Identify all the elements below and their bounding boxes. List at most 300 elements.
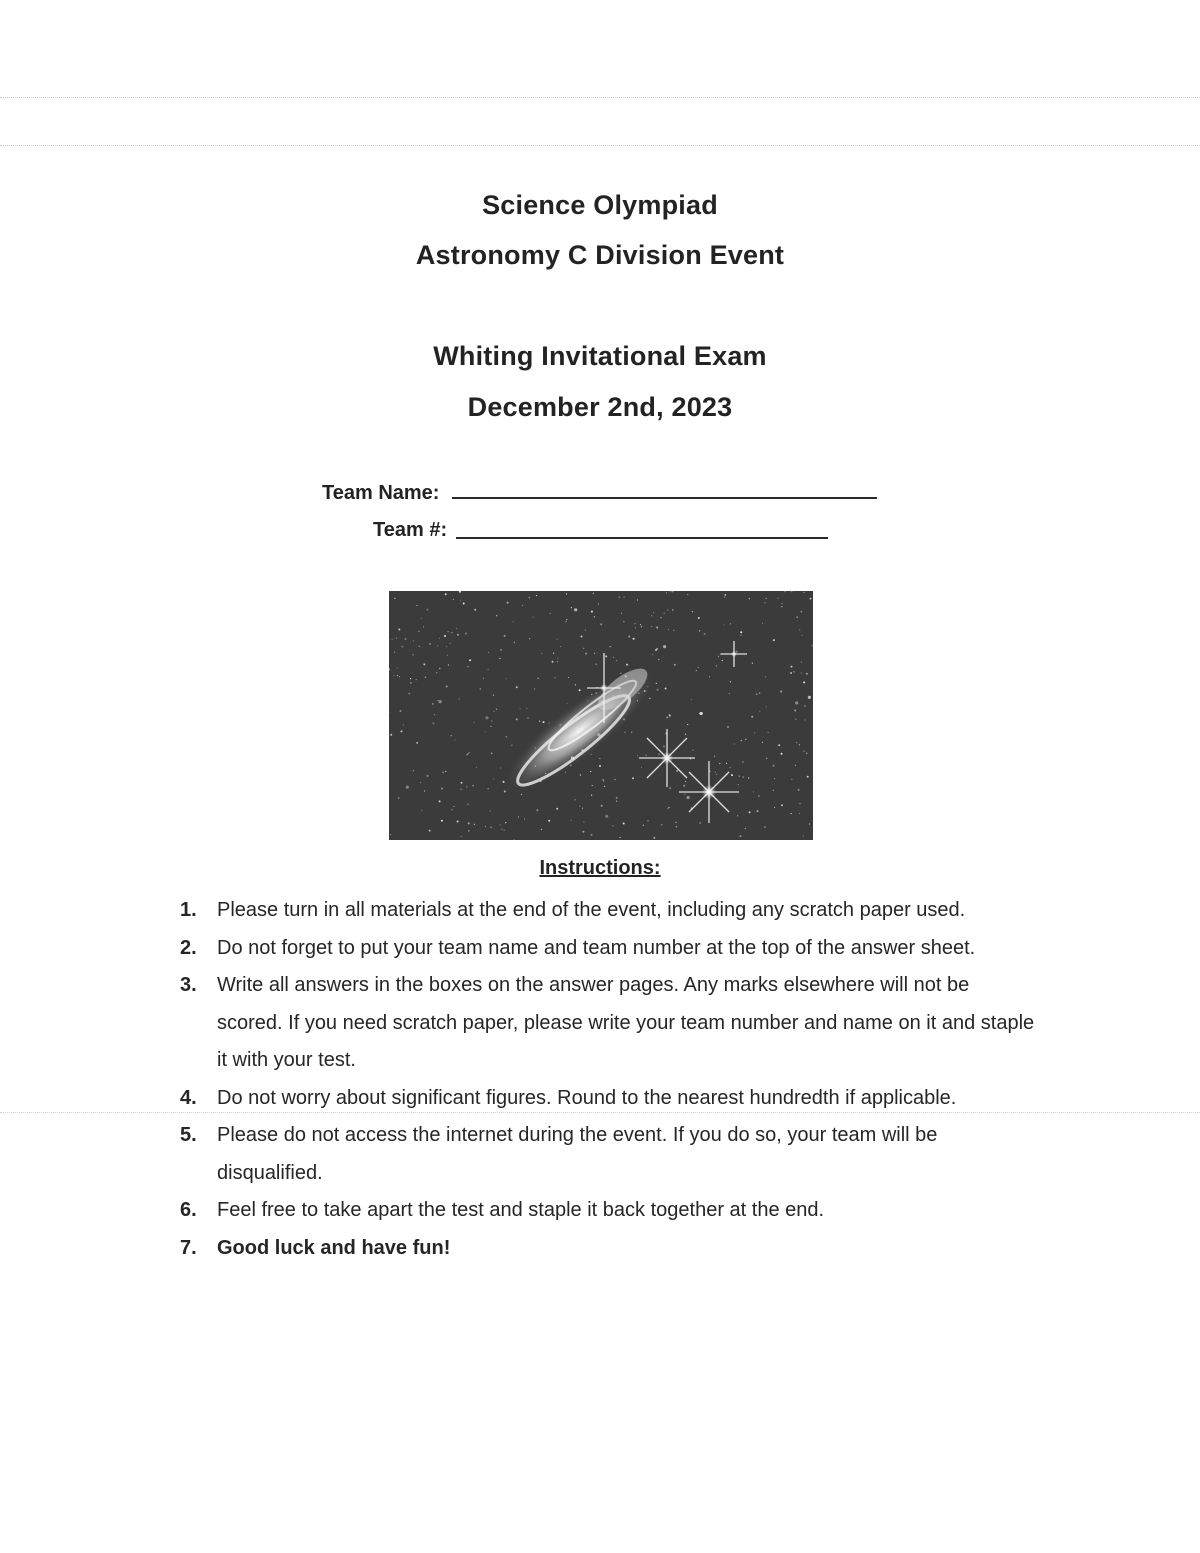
star-dot <box>616 801 617 802</box>
star-dot <box>500 767 501 768</box>
star-dot <box>516 718 518 720</box>
star-dot <box>657 689 659 691</box>
star-dot <box>666 716 668 718</box>
star-dot <box>506 736 507 737</box>
star-dot <box>619 597 620 598</box>
star-dot <box>803 681 805 683</box>
star-dot <box>727 726 729 728</box>
star-dot <box>457 634 459 636</box>
star-dot <box>496 709 497 710</box>
star-dot <box>494 711 495 712</box>
star-dot <box>809 823 810 824</box>
star-dot <box>461 782 463 784</box>
star-dot <box>716 665 717 666</box>
star-dot <box>724 594 726 596</box>
star-dot <box>534 688 535 689</box>
team-number-label: Team #: <box>373 519 448 541</box>
star-dot <box>521 794 522 795</box>
star-dot <box>536 595 537 596</box>
star-dot <box>548 820 550 822</box>
star-dot <box>466 786 467 787</box>
star-dot <box>754 732 755 733</box>
star-dot <box>451 632 452 633</box>
star-dot <box>743 776 744 777</box>
star-dot <box>410 682 411 683</box>
star-dot <box>667 610 668 611</box>
star-dot <box>396 638 397 639</box>
star-dot <box>685 734 686 735</box>
star-dot <box>605 815 608 818</box>
star-dot <box>507 602 509 604</box>
star-dot <box>691 699 692 700</box>
star-dot <box>582 808 583 809</box>
star-dot <box>780 691 782 693</box>
star-dot <box>751 716 753 718</box>
star-dot <box>730 767 731 768</box>
star-dot <box>795 719 796 720</box>
star-dot <box>628 636 630 638</box>
star-dot <box>468 753 469 754</box>
star-dot <box>669 787 671 789</box>
star-dot <box>656 648 658 650</box>
star-dot <box>541 653 542 654</box>
star-dot <box>802 635 803 636</box>
star-dot <box>749 598 750 599</box>
star-dot <box>696 670 697 671</box>
star-dot <box>726 763 727 764</box>
star-dot <box>571 607 572 608</box>
star-dot <box>401 646 403 648</box>
star-dot <box>666 592 667 593</box>
star-dot <box>448 664 449 665</box>
star-dot <box>759 692 760 693</box>
instruction-number: 3. <box>180 974 197 996</box>
star-dot <box>599 758 600 759</box>
star-dot <box>398 629 400 631</box>
star-dot <box>469 659 471 661</box>
star-dot <box>740 635 741 636</box>
star-dot <box>436 672 437 673</box>
star-dot <box>765 676 766 677</box>
star-dot <box>781 753 783 755</box>
team-name-line[interactable] <box>452 497 877 499</box>
star-dot <box>423 626 424 627</box>
star-dot <box>807 776 809 778</box>
star-dot <box>623 621 624 622</box>
star-dot <box>579 689 581 691</box>
star-dot <box>687 594 688 595</box>
star-dot <box>745 828 746 829</box>
star-dot <box>758 795 759 796</box>
star-dot <box>764 602 765 603</box>
star-dot <box>504 830 505 831</box>
star-dot <box>463 603 465 605</box>
star-dot <box>784 591 785 592</box>
instruction-text: Please do not access the internet during the event. If you do so, your team will be disqualified. <box>217 1124 938 1184</box>
star-dot <box>637 599 638 600</box>
star-dot <box>496 615 497 616</box>
star-dot <box>667 808 668 809</box>
star-dot <box>656 683 657 684</box>
star-dot <box>676 770 678 772</box>
scan-artifact-top <box>0 97 1200 99</box>
star-dot <box>773 790 774 791</box>
star-dot <box>591 834 593 836</box>
star-dot <box>741 740 742 741</box>
star-dot <box>624 596 625 597</box>
star-dot <box>520 708 521 709</box>
star-dot <box>420 782 421 783</box>
star-dot <box>394 598 395 599</box>
star-dot <box>753 791 754 792</box>
star-dot <box>692 611 693 612</box>
star-dot <box>796 742 797 743</box>
star-dot <box>806 673 808 675</box>
star-dot <box>661 824 662 825</box>
star-dot <box>439 668 440 669</box>
star-dot <box>774 778 775 779</box>
star-dot <box>485 731 486 732</box>
star-dot <box>632 777 634 779</box>
star-dot <box>773 639 775 641</box>
star-dot <box>467 666 468 667</box>
star-dot <box>709 676 710 677</box>
star-dot <box>801 662 802 663</box>
star-dot <box>738 784 739 785</box>
star-dot <box>757 810 759 812</box>
star-dot <box>493 778 494 779</box>
star-dot <box>506 678 507 679</box>
team-number-line[interactable] <box>456 537 828 539</box>
star-dot <box>516 686 518 688</box>
star-dot <box>637 755 638 756</box>
star-dot <box>768 732 769 733</box>
star-dot <box>797 617 798 618</box>
star-dot <box>529 597 530 598</box>
star-dot <box>777 598 778 599</box>
star-dot <box>791 666 793 668</box>
star-dot <box>808 696 811 699</box>
star-dot <box>539 721 540 722</box>
star-dot <box>810 598 812 600</box>
star-dot <box>582 831 584 833</box>
star-dot <box>700 822 701 823</box>
star-dot <box>716 774 717 775</box>
instruction-item <box>180 930 1040 968</box>
star-dot <box>675 822 676 823</box>
star-dot <box>583 822 584 823</box>
star-dot <box>514 642 515 643</box>
star-dot <box>580 774 581 775</box>
star-dot <box>651 615 652 616</box>
star-dot <box>459 699 460 700</box>
star-dot <box>685 781 686 782</box>
star-dot <box>473 722 474 723</box>
star-dot <box>399 676 400 677</box>
star-dot <box>553 653 554 654</box>
star-dot <box>413 640 414 641</box>
star-dot <box>718 656 719 657</box>
star-dot <box>423 663 425 665</box>
star-dot <box>557 661 558 662</box>
star-dot <box>426 609 428 611</box>
star-dot <box>778 744 780 746</box>
star-dot <box>568 677 569 678</box>
star-dot <box>453 806 454 807</box>
star-dot <box>806 753 807 754</box>
star-dot <box>661 617 662 618</box>
star-dot <box>419 646 420 647</box>
galaxy-image <box>389 591 813 840</box>
star-dot <box>581 636 583 638</box>
star-dot <box>603 780 604 781</box>
star-dot <box>518 816 519 817</box>
instruction-number: 6. <box>180 1199 197 1221</box>
star-dot <box>674 664 676 666</box>
star-dot <box>416 605 417 606</box>
star-dot <box>659 754 660 755</box>
star-dot <box>451 735 452 736</box>
instruction-number: 5. <box>180 1124 197 1146</box>
star-dot <box>591 611 593 613</box>
star-dot <box>524 818 525 819</box>
star-dot <box>795 701 798 704</box>
star-dot <box>676 826 677 827</box>
star-dot <box>804 592 805 593</box>
star-dot <box>575 799 576 800</box>
star-dot <box>715 772 716 773</box>
star-dot <box>782 603 783 604</box>
star-dot <box>536 809 538 811</box>
star-dot <box>626 664 628 666</box>
star-dot <box>450 643 451 644</box>
star-dot <box>593 593 594 594</box>
team-name-label: Team Name: <box>322 482 440 504</box>
star-dot <box>698 667 699 668</box>
star-dot <box>390 734 392 736</box>
instruction-text: Good luck and have fun! <box>217 1236 451 1259</box>
star-dot <box>605 655 607 657</box>
star-dot <box>614 779 615 780</box>
instruction-text: Write all answers in the boxes on the answer pages. Any marks elsewhere will not be scored. If you need scratch paper, please write your team number and name on it and staple it with your test. <box>217 974 1035 1071</box>
star-dot <box>439 700 442 703</box>
star-dot <box>469 752 470 753</box>
star-dot <box>652 654 653 655</box>
star-dot <box>468 830 469 831</box>
star-dot <box>529 638 530 639</box>
star-dot <box>527 718 528 719</box>
star-dot <box>456 628 457 629</box>
star-dot <box>424 790 425 791</box>
star-dot <box>798 789 800 791</box>
exam-date: December 2nd, 2023 <box>467 392 733 422</box>
scan-artifact-second <box>0 145 1200 147</box>
star-dot <box>600 623 602 625</box>
star-dot <box>583 648 584 649</box>
star-dot <box>799 629 800 630</box>
star-dot <box>739 835 741 837</box>
star-dot <box>749 811 751 813</box>
star-dot <box>413 770 414 771</box>
star-dot <box>773 765 775 767</box>
star-dot <box>759 711 760 712</box>
star-dot <box>730 623 731 624</box>
star-dot <box>624 732 625 733</box>
star-dot <box>803 835 804 836</box>
star-dot <box>585 629 586 630</box>
star-dot <box>565 621 566 622</box>
star-dot <box>410 678 411 679</box>
star-dot <box>610 646 611 647</box>
star-dot <box>432 703 434 705</box>
star-dot <box>774 807 775 808</box>
star-dot <box>596 664 597 665</box>
star-dot <box>500 824 501 825</box>
star-dot <box>604 786 605 787</box>
star-dot <box>801 672 802 673</box>
star-dot <box>473 785 474 786</box>
star-dot <box>670 591 671 592</box>
star-dot <box>700 712 703 715</box>
star-dot <box>392 639 393 640</box>
instruction-number: 4. <box>180 1086 197 1109</box>
star-dot <box>445 771 446 772</box>
star-dot <box>672 591 673 592</box>
star-dot <box>592 785 593 786</box>
star-dot <box>804 705 805 706</box>
star-dot <box>634 623 635 624</box>
star-dot <box>641 767 642 768</box>
star-dot <box>724 624 725 625</box>
star-dot <box>465 633 467 635</box>
star-dot <box>441 788 443 790</box>
star-dot <box>454 739 455 740</box>
star-dot <box>781 804 783 806</box>
star-dot <box>550 613 551 614</box>
star-dot <box>476 767 477 768</box>
star-dot <box>804 719 805 720</box>
star-dot <box>409 693 410 694</box>
star-dot <box>612 825 613 826</box>
star-dot <box>504 635 506 637</box>
star-dot <box>493 695 494 696</box>
instructions-list <box>180 892 1040 1267</box>
star-dot <box>665 688 667 690</box>
star-dot <box>653 612 654 613</box>
star-dot <box>457 821 459 823</box>
star-dot <box>742 761 743 762</box>
star-dot <box>434 714 435 715</box>
star-dot <box>698 617 700 619</box>
star-dot <box>418 631 419 632</box>
star-dot <box>794 710 796 712</box>
star-dot <box>556 808 558 810</box>
star-dot <box>543 721 545 723</box>
star-dot <box>692 750 693 751</box>
star-dot <box>591 795 592 796</box>
star-dot <box>649 698 650 699</box>
star-dot <box>795 765 796 766</box>
star-dot <box>664 613 665 614</box>
star-dot <box>393 675 394 676</box>
star-dot <box>719 763 720 764</box>
star-dot <box>737 815 738 816</box>
star-dot <box>799 803 800 804</box>
star-dot <box>722 660 723 661</box>
star-dot <box>399 710 401 712</box>
star-dot <box>571 820 572 821</box>
star-dot <box>729 693 730 694</box>
star-dot <box>483 678 484 679</box>
instruction-item <box>180 1117 1040 1192</box>
star-dot <box>646 755 647 756</box>
star-dot <box>672 609 673 610</box>
star-dot <box>656 627 658 629</box>
star-dot <box>466 754 467 755</box>
star-dot <box>416 679 417 680</box>
star-dot <box>670 716 671 717</box>
star-dot <box>453 599 454 600</box>
star-dot <box>585 653 587 655</box>
star-dot <box>740 631 742 633</box>
star-dot <box>397 668 398 669</box>
star-dot <box>491 720 492 721</box>
star-dot <box>799 813 800 814</box>
star-dot <box>687 796 690 799</box>
star-dot <box>620 673 621 674</box>
star-dot <box>488 788 489 789</box>
star-dot <box>745 739 746 740</box>
star-dot <box>513 621 514 622</box>
star-dot <box>403 724 404 725</box>
star-dot <box>533 617 534 618</box>
star-dot <box>439 800 441 802</box>
star-dot <box>398 797 399 798</box>
star-dot <box>756 694 757 695</box>
instruction-number: 1. <box>180 899 197 921</box>
star-dot <box>474 609 476 611</box>
star-dot <box>538 678 539 679</box>
star-dot <box>468 804 469 805</box>
star-dot <box>460 600 461 601</box>
star-dot <box>474 824 475 825</box>
star-dot <box>421 618 422 619</box>
star-dot <box>668 629 669 630</box>
star-dot <box>640 624 641 625</box>
instruction-text: Do not forget to put your team name and team number at the top of the answer sheet. <box>217 936 976 959</box>
exam-name: Whiting Invitational Exam <box>433 341 767 371</box>
star-dot <box>442 771 444 773</box>
star-dot <box>552 661 554 663</box>
instruction-text: Do not worry about significant figures. Round to the nearest hundredth if applicable. <box>217 1086 957 1109</box>
instruction-item <box>180 1192 1040 1230</box>
star-dot <box>594 653 595 654</box>
star-dot <box>633 638 635 640</box>
star-dot <box>437 645 438 646</box>
star-dot <box>490 726 491 727</box>
star-dot <box>488 669 489 670</box>
star-dot <box>394 652 395 653</box>
star-dot <box>468 822 470 824</box>
star-dot <box>557 658 558 659</box>
star-dot <box>461 836 462 837</box>
star-dot <box>439 638 440 639</box>
star-dot <box>793 671 794 672</box>
star-dot <box>651 626 652 627</box>
star-dot <box>601 805 603 807</box>
star-dot <box>594 616 595 617</box>
star-dot <box>663 746 665 748</box>
